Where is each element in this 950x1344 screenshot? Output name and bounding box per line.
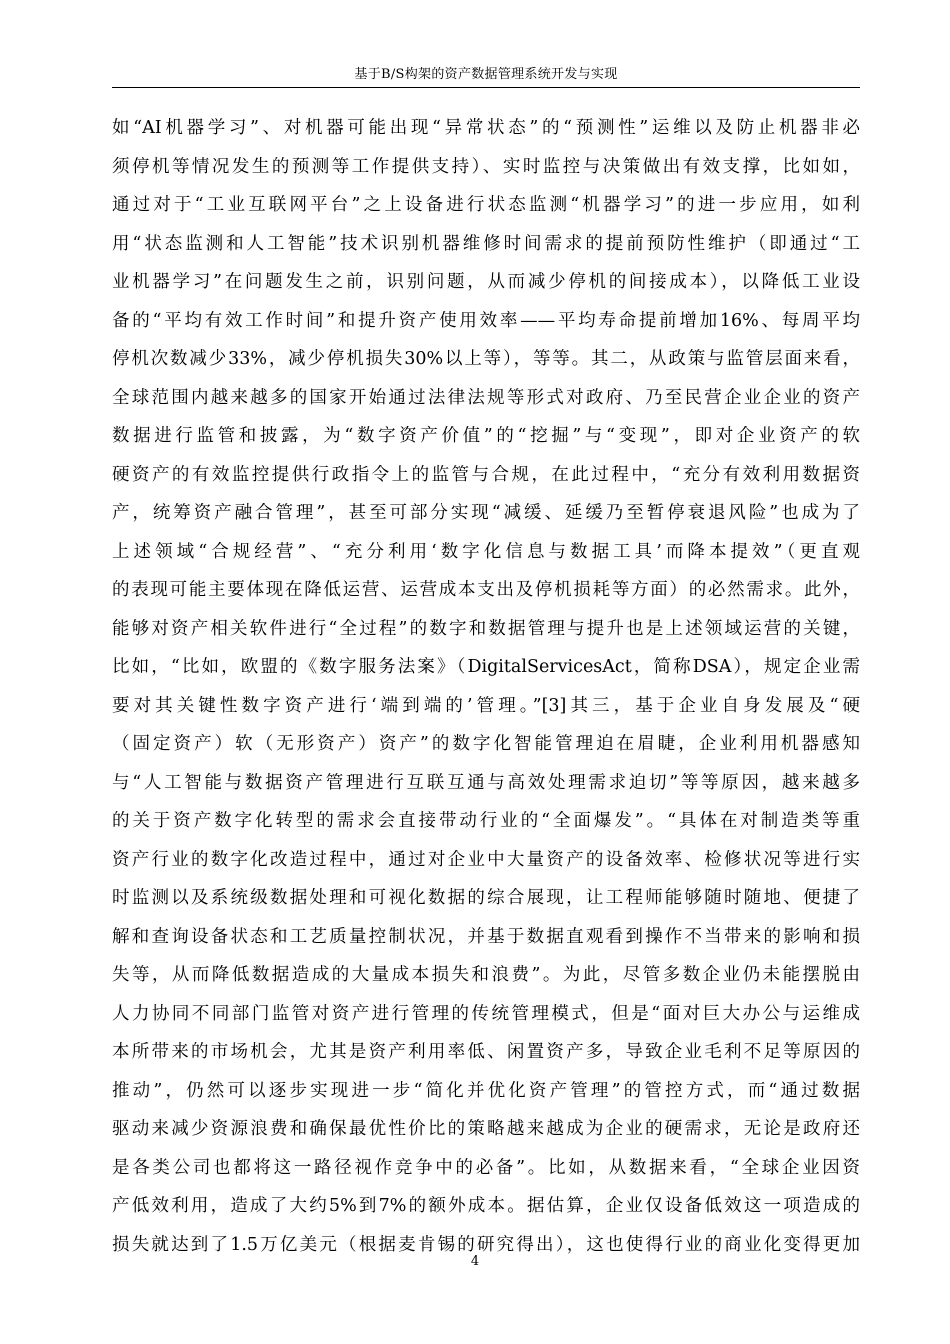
text-line: （固定资产）软（无形资产）资产”的数字化智能管理迫在眉睫，企业利用机器感知 <box>112 734 860 754</box>
text-line: 人力协同不同部门监管对资产进行管理的传统管理模式，但是“面对巨大办公与运维成 <box>112 1003 860 1024</box>
text-line: 推动”，仍然可以逐步实现进一步“简化并优化资产管理”的管控方式，而“通过数据 <box>112 1080 860 1101</box>
text-line: 时监测以及系统级数据处理和可视化数据的综合展现，让工程师能够随时随地、便捷了 <box>112 888 860 908</box>
text-line: 业机器学习”在问题发生之前，识别问题，从而减少停机的间接成本），以降低工业设 <box>112 272 860 292</box>
text-line: 备的“平均有效工作时间”和提升资产使用效率——平均寿命提前增加16%、每周平均 <box>112 310 860 331</box>
text-line: 用“状态监测和人工智能”技术识别机器维修时间需求的提前预防性维护（即通过“工 <box>112 233 860 254</box>
body-text <box>112 109 860 1264</box>
text-line: 硬资产的有效监控提供行政指令上的监管与合规，在此过程中，“充分有效利用数据资 <box>112 464 860 485</box>
text-line: 产，统筹资产融合管理”，甚至可部分实现“减缓、延缓乃至暂停衰退风险”也成为了 <box>112 503 860 523</box>
text-line: 失等，从而降低数据造成的大量成本损失和浪费”。为此，尽管多数企业仍未能摆脱由 <box>112 965 860 985</box>
text-line: 产低效利用，造成了大约5%到7%的额外成本。据估算，企业仅设备低效这一项造成的 <box>112 1196 860 1216</box>
text-line: 上述领域“合规经营”、“充分利用‘数字化信息与数据工具’而降本提效”（更直观 <box>112 541 860 562</box>
text-line: 资产行业的数字化改造过程中，通过对企业中大量资产的设备效率、检修状况等进行实 <box>112 849 860 870</box>
text-line: 数据进行监管和披露，为“数字资产价值”的“挖掘”与“变现”，即对企业资产的软 <box>112 426 860 446</box>
text-line: 停机次数减少33%，减少停机损失30%以上等），等等。其二，从政策与监管层面来看， <box>112 349 860 369</box>
text-line: 能够对资产相关软件进行“全过程”的数字和数据管理与提升也是上述领域运营的关键， <box>112 618 860 639</box>
text-line: 比如，“比如，欧盟的《数字服务法案》（DigitalServicesAct，简称DSA），规定企业需 <box>112 657 860 677</box>
text-line: 的表现可能主要体现在降低运营、运营成本支出及停机损耗等方面）的必然需求。此外， <box>112 580 860 600</box>
text-line: 如“AI机器学习”、对机器可能出现“异常状态”的“预测性”运维以及防止机器非必 <box>112 118 860 138</box>
text-line: 全球范围内越来越多的国家开始通过法律法规等形式对政府、乃至民营企业企业的资产 <box>112 387 860 408</box>
text-line: 驱动来减少资源浪费和确保最优性价比的策略越来越成为企业的硬需求，无论是政府还 <box>112 1119 860 1139</box>
text-line: 须停机等情况发生的预测等工作提供支持）、实时监控与决策做出有效支撑，比如如， <box>112 156 860 177</box>
text-line: 通过对于“工业互联网平台”之上设备进行状态监测“机器学习”的进一步应用，如利 <box>112 195 860 215</box>
text-line: 损失就达到了1.5万亿美元（根据麦肯锡的研究得出），这也使得行业的商业化变得更加 <box>112 1234 860 1255</box>
text-line: 解和查询设备状态和工艺质量控制状况，并基于数据直观看到操作不当带来的影响和损 <box>112 926 860 947</box>
page-number: 4 <box>470 1254 480 1269</box>
text-line: 的关于资产数字化转型的需求会直接带动行业的“全面爆发”。“具体在对制造类等重 <box>112 811 860 831</box>
running-header: 基于B/S构架的资产数据管理系统开发与实现 <box>354 67 618 82</box>
text-line: 要对其关键性数字资产进行‘端到端的’管理。”[3]其三，基于企业自身发展及“硬 <box>112 695 860 716</box>
text-line: 本所带来的市场机会，尤其是资产利用率低、闲置资产多，导致企业毛利不足等原因的 <box>112 1042 860 1062</box>
text-line: 是各类公司也都将这一路径视作竞争中的必备”。比如，从数据来看，“全球企业因资 <box>112 1157 860 1178</box>
header-divider <box>112 87 860 88</box>
text-line: 与“人工智能与数据资产管理进行互联互通与高效处理需求迫切”等等原因，越来越多 <box>112 772 860 793</box>
